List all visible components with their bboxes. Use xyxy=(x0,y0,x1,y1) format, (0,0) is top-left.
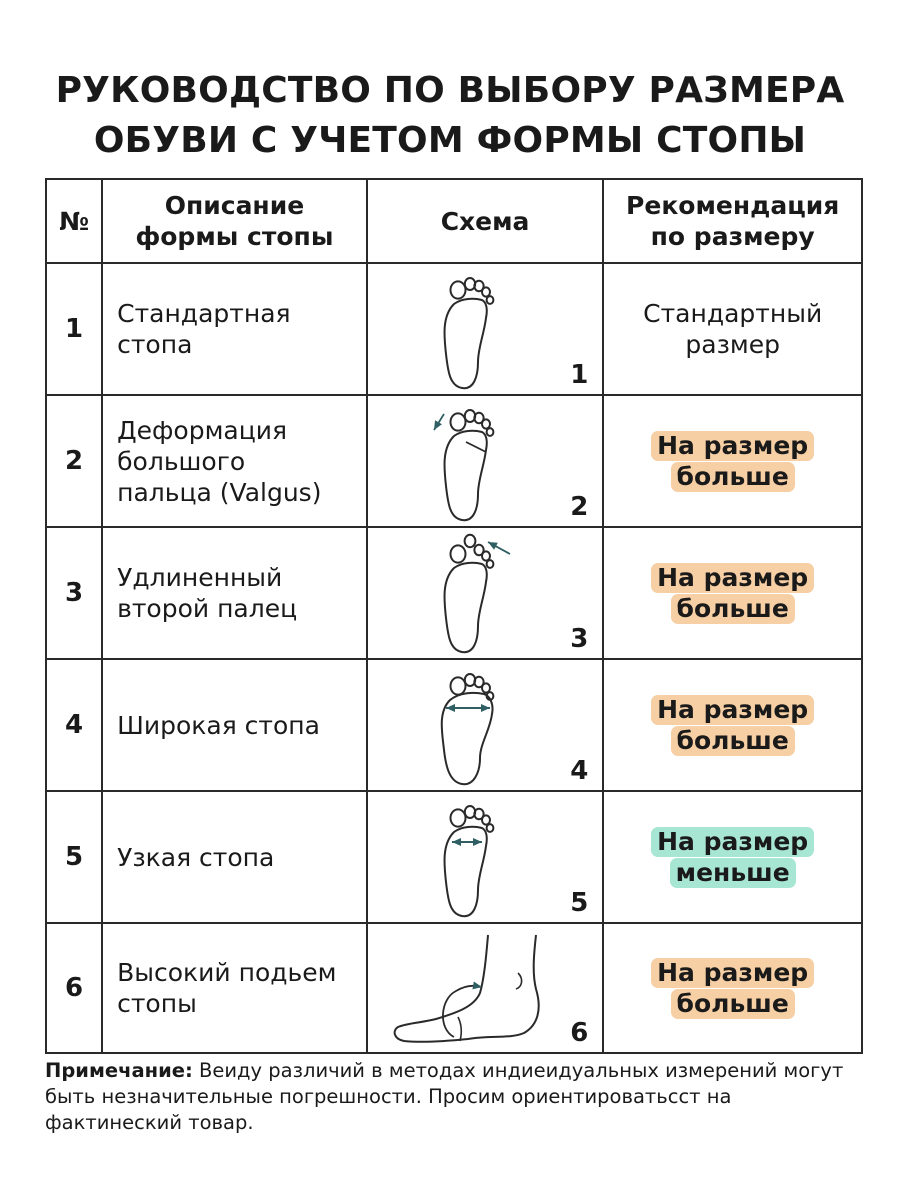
description-line: Высокий подьем xyxy=(117,958,337,987)
description-line: Деформация xyxy=(117,415,288,445)
recommendation-line xyxy=(604,694,861,725)
page-title xyxy=(0,66,900,166)
scheme-number: 4 xyxy=(570,756,589,786)
table-header-row xyxy=(46,179,862,263)
header-recommendation xyxy=(603,179,862,263)
row-scheme xyxy=(367,923,604,1053)
row-number: 3 xyxy=(46,527,102,659)
header-description-line-2: формы стопы xyxy=(135,222,334,251)
header-scheme: Схема xyxy=(367,179,604,263)
recommendation-badge: больше xyxy=(671,726,795,756)
table-row xyxy=(46,659,862,791)
table-row xyxy=(46,263,862,395)
recommendation-badge: На размер xyxy=(651,431,814,461)
row-recommendation xyxy=(603,527,862,659)
recommendation-text: размер xyxy=(685,330,780,359)
description-line: пальца (Valgus) xyxy=(117,477,322,507)
row-scheme xyxy=(367,527,604,659)
description-line: Широкая стопа xyxy=(117,710,320,740)
footnote-text: Веиду различий в методах индиеидуальных измерений могут быть незначительные погрешности. Просим ориентироватьсст на фактинеский товар. xyxy=(45,1059,844,1134)
header-recommendation-line-1: Рекомендация xyxy=(626,191,840,220)
table-row xyxy=(46,791,862,923)
table-row xyxy=(46,527,862,659)
row-recommendation xyxy=(603,923,862,1053)
recommendation-line xyxy=(604,298,861,329)
foot-wide-icon xyxy=(430,660,540,790)
row-scheme xyxy=(367,659,604,791)
footnote xyxy=(45,1058,863,1136)
row-number: 5 xyxy=(46,791,102,923)
recommendation-badge: На размер xyxy=(651,958,814,988)
scheme-number: 1 xyxy=(570,360,589,390)
recommendation-line xyxy=(604,957,861,988)
row-number: 1 xyxy=(46,263,102,395)
recommendation-badge: На размер xyxy=(651,827,814,857)
recommendation-line xyxy=(604,857,861,888)
recommendation-text: Стандартный xyxy=(643,299,823,328)
row-number: 2 xyxy=(46,395,102,527)
table-row xyxy=(46,395,862,527)
foot-long-toe-icon xyxy=(430,528,540,658)
recommendation-line xyxy=(604,593,861,624)
recommendation-badge: больше xyxy=(671,462,795,492)
scheme-number: 5 xyxy=(570,888,589,918)
row-recommendation xyxy=(603,395,862,527)
size-guide-table xyxy=(45,178,863,1054)
row-number: 4 xyxy=(46,659,102,791)
scheme-number: 3 xyxy=(570,624,589,654)
header-recommendation-line-2: по размеру xyxy=(650,222,815,251)
title-line-2: ОБУВИ С УЧЕТОМ ФОРМЫ СТОПЫ xyxy=(93,120,807,161)
table-row xyxy=(46,923,862,1053)
recommendation-line xyxy=(604,988,861,1019)
recommendation-line xyxy=(604,725,861,756)
row-scheme xyxy=(367,791,604,923)
recommendation-line xyxy=(604,562,861,593)
row-recommendation xyxy=(603,263,862,395)
header-description xyxy=(102,179,367,263)
row-scheme xyxy=(367,395,604,527)
recommendation-badge: больше xyxy=(671,594,795,624)
title-line-1: РУКОВОДСТВО ПО ВЫБОРУ РАЗМЕРА xyxy=(55,70,845,111)
description-line: стопы xyxy=(117,989,197,1018)
recommendation-line xyxy=(604,430,861,461)
row-description xyxy=(102,395,367,527)
description-line: Удлиненный xyxy=(117,563,283,592)
header-description-line-1: Описание xyxy=(164,191,305,220)
recommendation-badge: На размер xyxy=(651,695,814,725)
row-description xyxy=(102,659,367,791)
recommendation-badge: меньше xyxy=(670,858,796,888)
recommendation-badge: На размер xyxy=(651,563,814,593)
foot-high-instep-icon xyxy=(390,929,580,1047)
row-description xyxy=(102,923,367,1053)
description-line: второй палец xyxy=(117,594,298,623)
description-line: Стандартная xyxy=(117,299,291,328)
row-description xyxy=(102,263,367,395)
row-recommendation xyxy=(603,659,862,791)
row-description xyxy=(102,527,367,659)
recommendation-badge: больше xyxy=(671,989,795,1019)
foot-standard-icon xyxy=(430,264,540,394)
description-line: стопа xyxy=(117,330,193,359)
description-line: большого xyxy=(117,446,246,476)
row-scheme xyxy=(367,263,604,395)
row-number: 6 xyxy=(46,923,102,1053)
row-description xyxy=(102,791,367,923)
foot-narrow-icon xyxy=(430,792,540,922)
foot-valgus-icon xyxy=(430,396,540,526)
footnote-label: Примечание: xyxy=(45,1059,193,1082)
recommendation-line xyxy=(604,826,861,857)
recommendation-line xyxy=(604,461,861,492)
row-recommendation xyxy=(603,791,862,923)
recommendation-line xyxy=(604,329,861,360)
scheme-number: 2 xyxy=(570,492,589,522)
description-line: Узкая стопа xyxy=(117,842,275,872)
header-num: № xyxy=(46,179,102,263)
scheme-number: 6 xyxy=(570,1018,589,1048)
